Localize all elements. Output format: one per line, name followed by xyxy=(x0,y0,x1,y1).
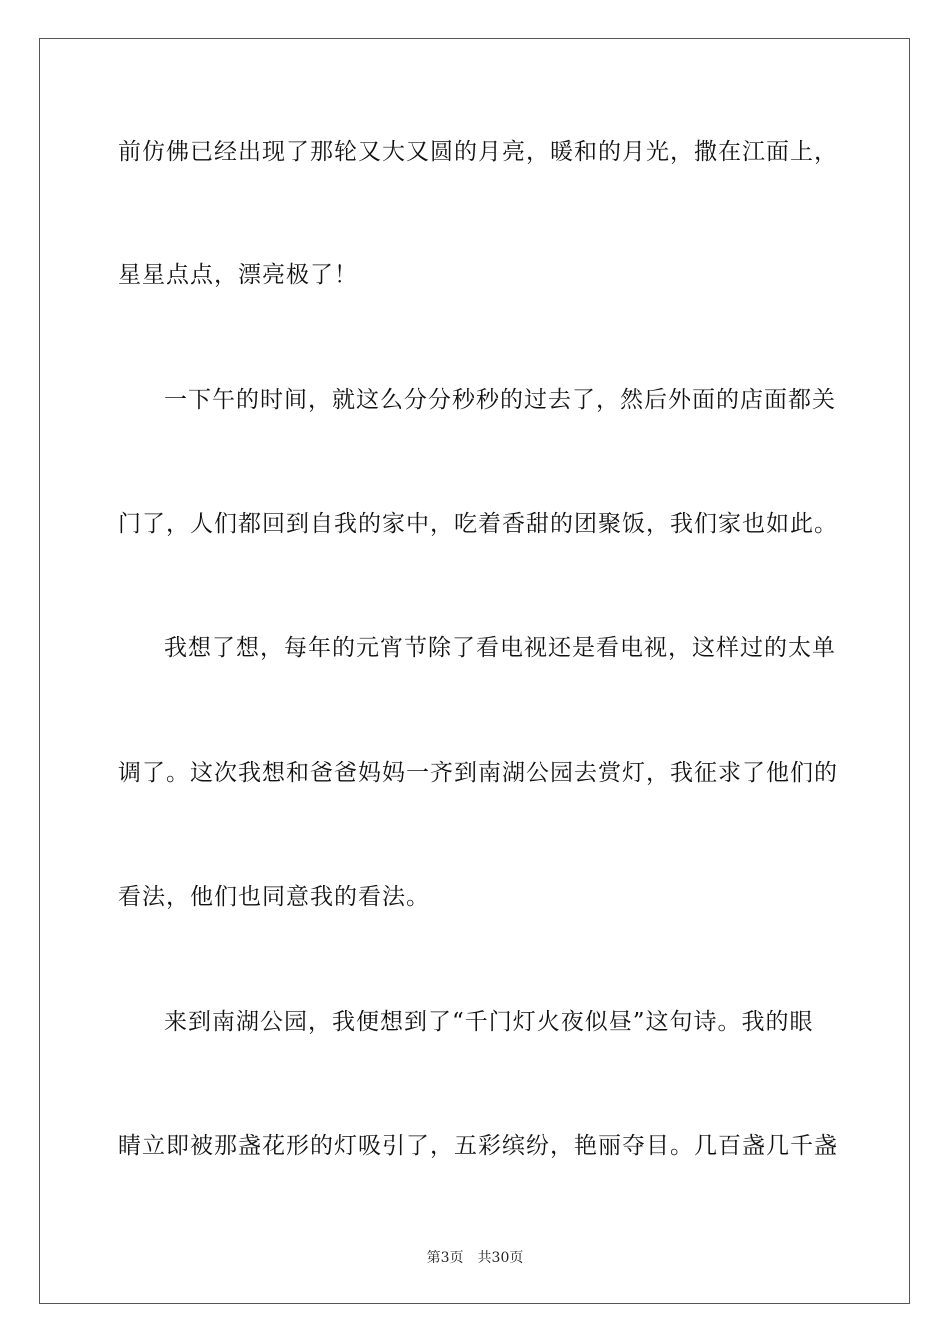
paragraph-line: 我想了想，每年的元宵节除了看电视还是看电视，这样过的太单 xyxy=(164,635,836,661)
paragraph-line: 一下午的时间，就这么分分秒秒的过去了，然后外面的店面都关 xyxy=(164,387,836,413)
paragraph-line: 前仿佛已经出现了那轮又大又圆的月亮，暖和的月光，撒在江面上， xyxy=(118,139,838,165)
paragraph-line: 门了，人们都回到自我的家中，吃着香甜的团聚饭，我们家也如此。 xyxy=(118,511,838,537)
paragraph-line: 睛立即被那盏花形的灯吸引了，五彩缤纷，艳丽夺目。几百盏几千盏 xyxy=(118,1133,838,1159)
page-number: 第3页 xyxy=(426,1250,464,1266)
paragraph-line: 来到南湖公园，我便想到了“千门灯火夜似昼”这句诗。我的眼 xyxy=(164,1009,814,1035)
page-total: 共30页 xyxy=(477,1250,524,1266)
paragraph-line: 星星点点，漂亮极了！ xyxy=(118,262,358,288)
page-footer xyxy=(0,1249,950,1267)
page-border xyxy=(39,38,910,1304)
paragraph-line: 调了。这次我想和爸爸妈妈一齐到南湖公园去赏灯，我征求了他们的 xyxy=(118,760,838,786)
paragraph-line: 看法，他们也同意我的看法。 xyxy=(118,884,430,910)
